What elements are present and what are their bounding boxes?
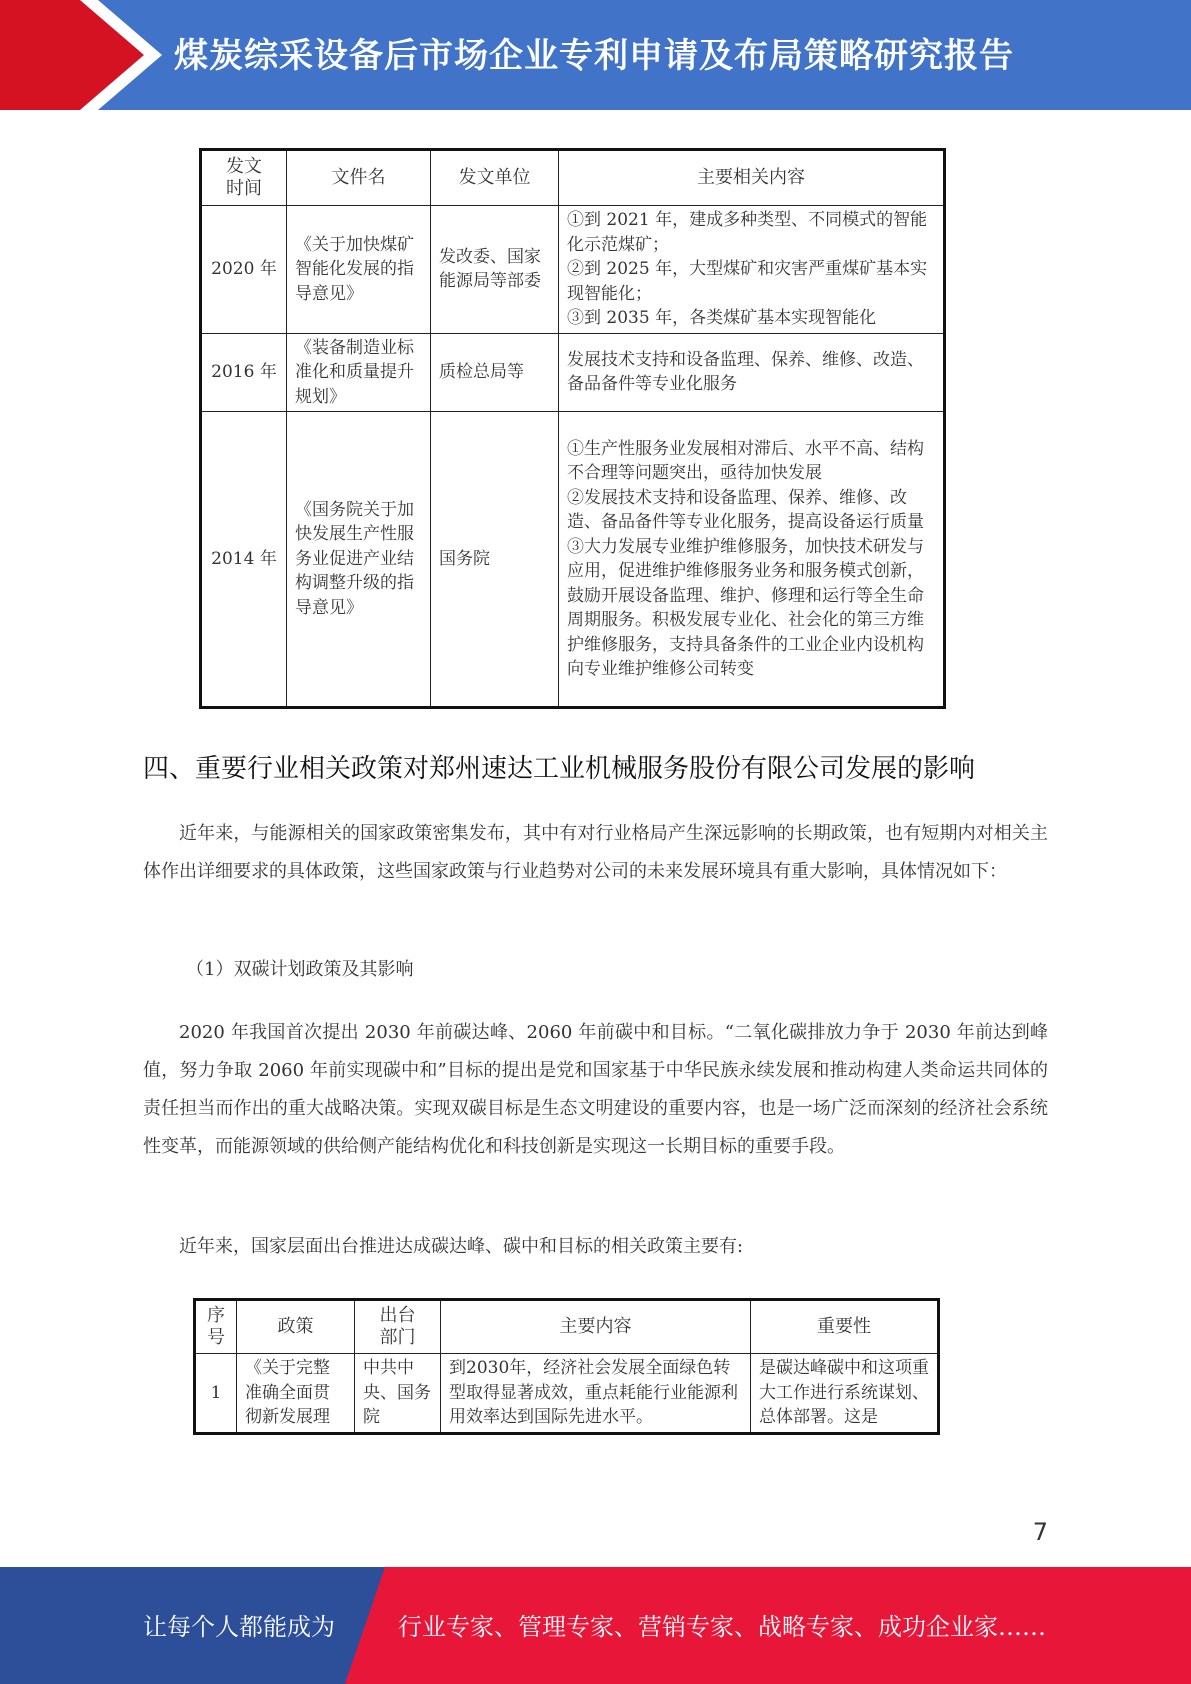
col-header-policy: 政策 <box>237 1300 355 1354</box>
header-banner <box>0 0 1191 110</box>
footer-slogan-right: 行业专家、管理专家、营销专家、战略专家、成功企业家…… <box>398 1613 1046 1641</box>
cell-policy: 《关于完整准确全面贯彻新发展理 <box>237 1354 355 1434</box>
subsection-heading: （1）双碳计划政策及其影响 <box>186 959 414 980</box>
cell-issuer: 发改委、国家能源局等部委 <box>431 206 559 334</box>
body-paragraph: 近年来，国家层面出台推进达成碳达峰、碳中和目标的相关政策主要有: <box>179 1236 744 1257</box>
cell-document-name: 《关于加快煤矿智能化发展的指导意见》 <box>287 206 431 334</box>
body-paragraph: 近年来，与能源相关的国家政策密集发布，其中有对行业格局产生深远影响的长期政策，也有短期内对相关主体作出详细要求的具体政策，这些国家政策与行业趋势对公司的未来发展环境具有重大影响，具体情况如下： <box>143 823 1048 882</box>
col-header-number: 序 号 <box>195 1300 237 1354</box>
cell-content: 发展技术支持和设备监理、保养、维修、改造、备品备件等专业化服务 <box>559 333 945 412</box>
col-header-importance: 重要性 <box>751 1300 939 1354</box>
cell-year: 2014 年 <box>201 412 287 708</box>
cell-content: ①到 2021 年，建成多种类型、不同模式的智能化示范煤矿； ②到 2025 年，大型煤矿和灾害严重煤矿基本实现智能化； ③到 2035 年，各类煤矿基本实现智能化 <box>559 206 945 334</box>
cell-content: ①生产性服务业发展相对滞后、水平不高、结构不合理等问题突出，亟待加快发展 ②发展技术支持和设备监理、保养、维修、改造、备品备件等专业化服务，提高设备运行质量 ③大力发展专业维护维修服务，加快技术研发与应用，促进维护维修服务业务和服务模式创新，鼓励开展设备监理、维护、修理和运行等全生命周期服务。积极发展专业化、社会化的第三方维护维修服务，支持具备条件的工业企业内设机构向专业维护维修公司转变 <box>559 412 945 708</box>
col-header-department: 出台 部门 <box>355 1300 441 1354</box>
table-row <box>201 333 945 412</box>
cell-issuer: 质检总局等 <box>431 333 559 412</box>
cell-department: 中共中央、国务院 <box>355 1354 441 1434</box>
col-header-issuer: 发文单位 <box>431 150 559 206</box>
col-header-content: 主要相关内容 <box>559 150 945 206</box>
footer-banner <box>0 1567 1191 1684</box>
col-header-name: 文件名 <box>287 150 431 206</box>
section-heading: 四、重要行业相关政策对郑州速达工业机械服务股份有限公司发展的影响 <box>143 754 976 784</box>
body-paragraph: 2020 年我国首次提出 2030 年前碳达峰、2060 年前碳中和目标。“二氧化碳排放力争于 2030 年前达到峰值，努力争取 2060 年前实现碳中和”目标的提出是党和国家基于中华民族永续发展和推动构建人类命运共同体的责任担当而作出的重大战略决策。实现双碳目标是生态文明建设的重要内容，也是一场广泛而深刻的经济社会系统性变革，而能源领域的供给侧产能结构优化和科技创新是实现这一长期目标的重要手段。 <box>143 1022 1048 1157</box>
cell-importance: 是碳达峰碳中和这项重大工作进行系统谋划、总体部署。这是 <box>751 1354 939 1434</box>
table-row <box>201 206 945 334</box>
table-header-row <box>195 1300 939 1354</box>
policy-table <box>199 148 946 709</box>
cell-year: 2020 年 <box>201 206 287 334</box>
cell-year: 2016 年 <box>201 333 287 412</box>
page-number: 7 <box>1032 1518 1048 1546</box>
report-title: 煤炭综采设备后市场企业专利申请及布局策略研究报告 <box>174 36 1014 76</box>
cell-content: 到2030年，经济社会发展全面绿色转型取得显著成效，重点耗能行业能源利用效率达到国际先进水平。 <box>441 1354 751 1434</box>
footer-slogan-left: 让每个人都能成为 <box>143 1613 335 1641</box>
cell-document-name: 《装备制造业标准化和质量提升规划》 <box>287 333 431 412</box>
cell-number: 1 <box>195 1354 237 1434</box>
col-header-content: 主要内容 <box>441 1300 751 1354</box>
carbon-policy-table <box>193 1298 940 1435</box>
cell-document-name: 《国务院关于加快发展生产性服务业促进产业结构调整升级的指导意见》 <box>287 412 431 708</box>
table-row <box>201 412 945 708</box>
cell-issuer: 国务院 <box>431 412 559 708</box>
table-row <box>195 1354 939 1434</box>
col-header-time: 发文 时间 <box>201 150 287 206</box>
table-header-row <box>201 150 945 206</box>
